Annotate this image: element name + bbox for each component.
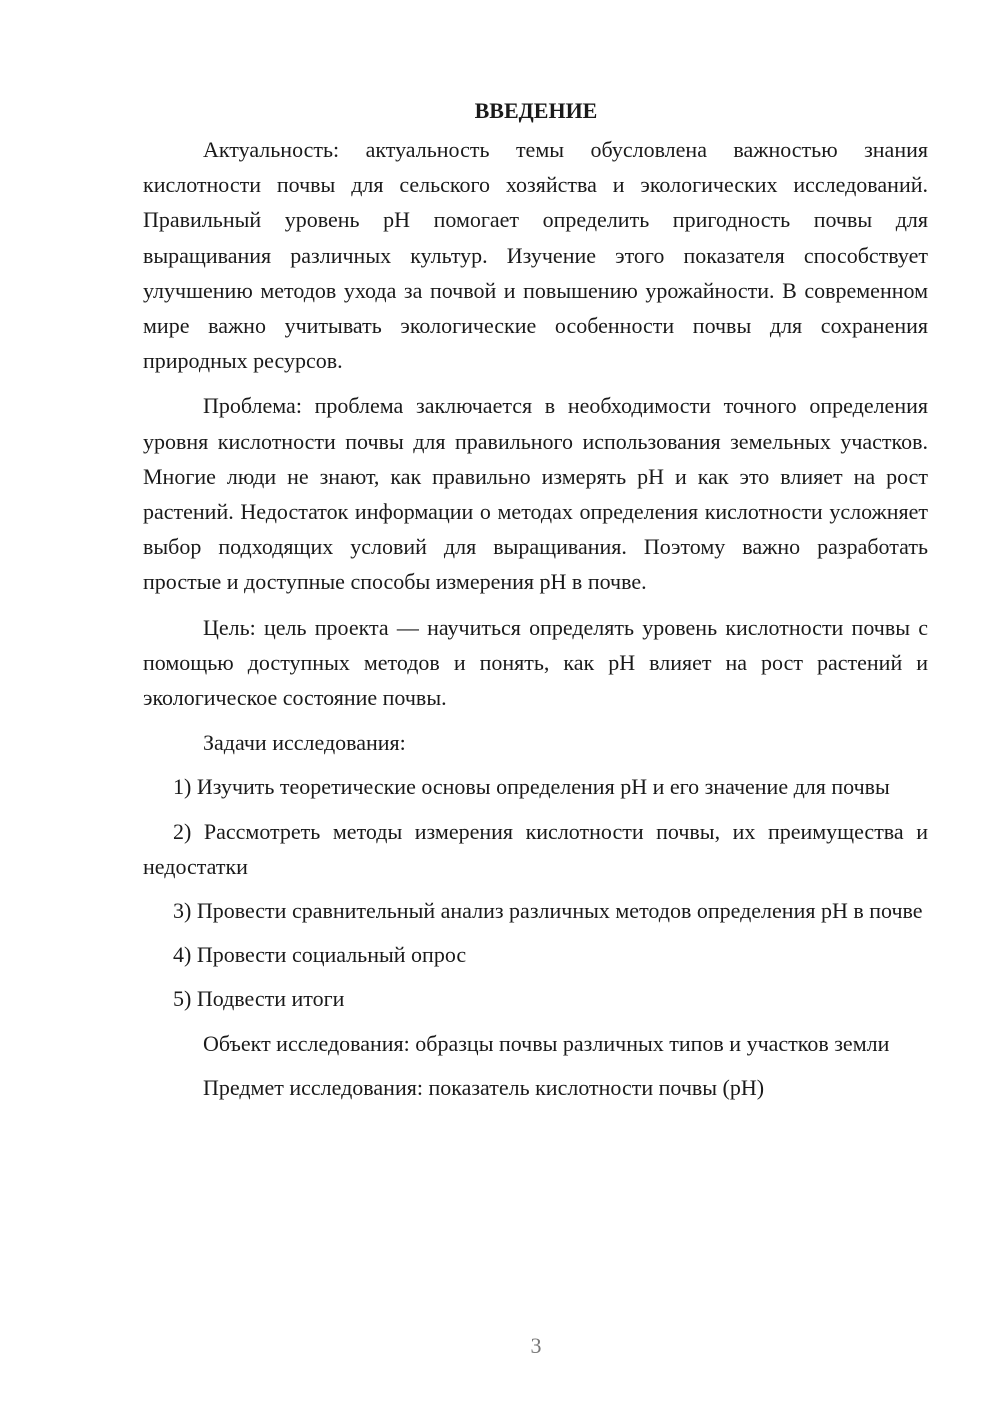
page-number: 3	[530, 1333, 542, 1358]
task-item-4: 4) Провести социальный опрос	[173, 942, 467, 968]
task-item-1: 1) Изучить теоретические основы определения pH и его значение для почвы	[173, 774, 890, 800]
research-object-paragraph: Объект исследования: образцы почвы различных типов и участков земли	[203, 1030, 890, 1056]
section-title: ВВЕДЕНИЕ	[474, 98, 598, 123]
page-body	[143, 96, 928, 1105]
relevance-paragraph: Актуальность: актуальность темы обусловлена важностью знания кислотности почвы для сельского хозяйства и экологических исследований. Правильный уровень pH помогает определить пригодность почвы для выращивания различных культур. Изучение этого показателя способствует улучшению методов ухода за почвой и повышению урожайности. В современном мире важно учитывать экологические особенности почвы для сохранения природных ресурсов.	[143, 137, 928, 374]
tasks-heading: Задачи исследования:	[203, 730, 406, 756]
research-subject-paragraph: Предмет исследования: показатель кислотности почвы (pH)	[203, 1074, 765, 1100]
goal-paragraph: Цель: цель проекта — научиться определять уровень кислотности почвы с помощью доступных методов и понять, как pH влияет на рост растений и экологическое состояние почвы.	[143, 614, 928, 711]
task-item-5: 5) Подвести итоги	[173, 986, 345, 1012]
task-item-3: 3) Провести сравнительный анализ различных методов определения pH в почве	[173, 898, 923, 924]
problem-paragraph: Проблема: проблема заключается в необходимости точного определения уровня кислотности почвы для правильного использования земельных участков. Многие люди не знают, как правильно измерять pH и как это влияет на рост растений. Недостаток информации о методах определения кислотности усложняет выбор подходящих условий для выращивания. Поэтому важно разработать простые и доступные способы измерения pH в почве.	[143, 393, 928, 595]
task-item-2: 2) Рассмотреть методы измерения кислотности почвы, их преимущества и недостатки	[143, 818, 928, 879]
